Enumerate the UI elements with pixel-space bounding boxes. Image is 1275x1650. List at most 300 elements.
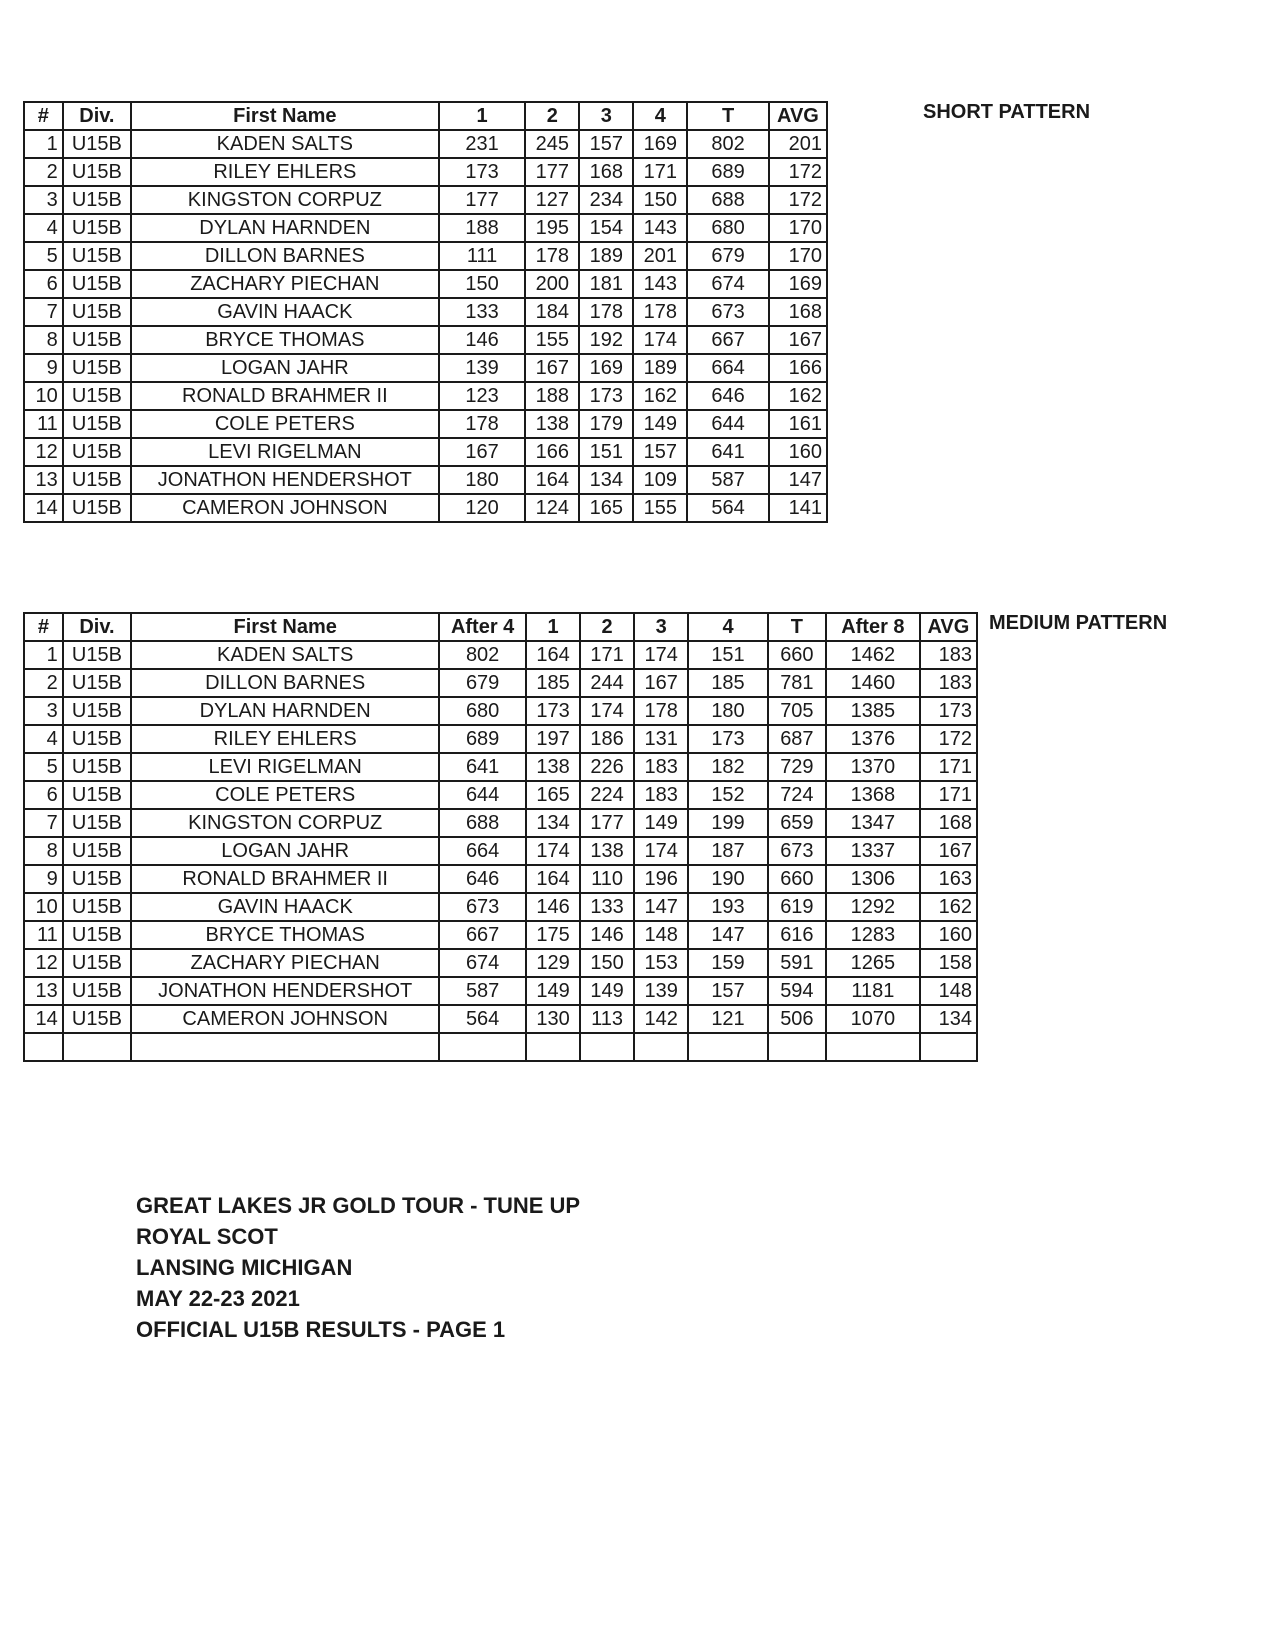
table-row	[24, 893, 977, 921]
name-cell: DYLAN HARNDEN	[131, 697, 439, 725]
rank-cell: 5	[24, 753, 63, 781]
score-cell: 110	[580, 865, 634, 893]
column-header: Div.	[63, 613, 131, 641]
score-cell: 674	[687, 270, 769, 298]
division-cell: U15B	[63, 494, 131, 522]
division-cell: U15B	[63, 781, 131, 809]
score-cell: 646	[439, 865, 526, 893]
division-cell: U15B	[63, 130, 131, 158]
rank-cell: 6	[24, 270, 63, 298]
header-row	[24, 613, 977, 641]
name-cell: BRYCE THOMAS	[131, 921, 439, 949]
score-cell: 138	[526, 753, 580, 781]
division-cell	[63, 1033, 131, 1061]
score-cell: 186	[580, 725, 634, 753]
score-cell: 1181	[826, 977, 920, 1005]
division-cell: U15B	[63, 270, 131, 298]
score-cell: 664	[687, 354, 769, 382]
rank-cell: 2	[24, 158, 63, 186]
division-cell: U15B	[63, 753, 131, 781]
rank-cell: 14	[24, 1005, 63, 1033]
name-cell: DILLON BARNES	[131, 242, 439, 270]
medium-pattern-table	[23, 612, 978, 1062]
column-header: First Name	[131, 102, 439, 130]
score-cell: 660	[768, 641, 826, 669]
score-cell: 127	[525, 186, 579, 214]
score-cell: 178	[634, 697, 688, 725]
score-cell: 148	[920, 977, 977, 1005]
rank-cell: 13	[24, 466, 63, 494]
score-cell: 167	[769, 326, 827, 354]
rank-cell: 12	[24, 438, 63, 466]
score-cell: 150	[439, 270, 526, 298]
score-cell: 184	[525, 298, 579, 326]
score-cell: 160	[769, 438, 827, 466]
score-cell: 587	[687, 466, 769, 494]
score-cell: 155	[633, 494, 687, 522]
name-cell: COLE PETERS	[131, 410, 439, 438]
score-cell: 160	[920, 921, 977, 949]
rank-cell: 13	[24, 977, 63, 1005]
rank-cell: 3	[24, 697, 63, 725]
table-row	[24, 837, 977, 865]
score-cell: 1385	[826, 697, 920, 725]
column-header: AVG	[920, 613, 977, 641]
score-cell: 143	[633, 214, 687, 242]
table-row	[24, 494, 827, 522]
score-cell: 168	[920, 809, 977, 837]
score-cell: 149	[526, 977, 580, 1005]
column-header: 3	[579, 102, 633, 130]
score-cell: 724	[768, 781, 826, 809]
score-cell: 138	[580, 837, 634, 865]
event-location: LANSING MICHIGAN	[136, 1255, 353, 1280]
division-cell: U15B	[63, 921, 131, 949]
score-cell	[688, 1033, 768, 1061]
division-cell: U15B	[63, 641, 131, 669]
score-cell: 644	[687, 410, 769, 438]
score-cell: 185	[526, 669, 580, 697]
column-header: After 4	[439, 613, 526, 641]
table-row	[24, 410, 827, 438]
score-cell: 164	[526, 641, 580, 669]
short-pattern-header	[24, 102, 827, 130]
division-cell: U15B	[63, 837, 131, 865]
table-row	[24, 669, 977, 697]
column-header: #	[24, 613, 63, 641]
score-cell: 1292	[826, 893, 920, 921]
name-cell	[131, 1033, 439, 1061]
score-cell: 111	[439, 242, 526, 270]
results-page-label: OFFICIAL U15B RESULTS - PAGE 1	[136, 1317, 506, 1342]
division-cell: U15B	[63, 298, 131, 326]
score-cell: 587	[439, 977, 526, 1005]
score-cell: 173	[688, 725, 768, 753]
table-row	[24, 809, 977, 837]
table-row	[24, 949, 977, 977]
table-row	[24, 158, 827, 186]
score-cell: 162	[769, 382, 827, 410]
score-cell: 155	[525, 326, 579, 354]
score-cell: 168	[579, 158, 633, 186]
score-cell: 183	[634, 753, 688, 781]
score-cell: 121	[688, 1005, 768, 1033]
score-cell: 148	[634, 921, 688, 949]
score-cell: 167	[920, 837, 977, 865]
score-cell: 197	[526, 725, 580, 753]
name-cell: LEVI RIGELMAN	[131, 753, 439, 781]
rank-cell: 9	[24, 354, 63, 382]
score-cell: 180	[688, 697, 768, 725]
name-cell: KADEN SALTS	[131, 130, 439, 158]
score-cell: 174	[580, 697, 634, 725]
score-cell: 141	[769, 494, 827, 522]
score-cell: 660	[768, 865, 826, 893]
score-cell: 1347	[826, 809, 920, 837]
score-cell: 171	[580, 641, 634, 669]
table-row	[24, 298, 827, 326]
score-cell: 641	[687, 438, 769, 466]
table-row	[24, 921, 977, 949]
score-cell: 196	[634, 865, 688, 893]
name-cell: GAVIN HAACK	[131, 298, 439, 326]
score-cell: 231	[439, 130, 526, 158]
score-cell: 185	[688, 669, 768, 697]
score-cell: 153	[634, 949, 688, 977]
score-cell: 171	[920, 781, 977, 809]
rank-cell: 11	[24, 921, 63, 949]
score-cell: 154	[579, 214, 633, 242]
score-cell: 150	[580, 949, 634, 977]
division-cell: U15B	[63, 697, 131, 725]
division-cell: U15B	[63, 214, 131, 242]
name-cell: RONALD BRAHMER II	[131, 865, 439, 893]
score-cell: 162	[920, 893, 977, 921]
table-row	[24, 270, 827, 298]
score-cell: 174	[633, 326, 687, 354]
score-cell: 147	[769, 466, 827, 494]
score-cell: 158	[920, 949, 977, 977]
score-cell: 680	[439, 697, 526, 725]
table-row	[24, 697, 977, 725]
score-cell: 195	[525, 214, 579, 242]
medium-pattern-label: MEDIUM PATTERN	[989, 612, 1168, 634]
division-cell: U15B	[63, 326, 131, 354]
name-cell: RILEY EHLERS	[131, 158, 439, 186]
score-cell: 187	[688, 837, 768, 865]
column-header: First Name	[131, 613, 439, 641]
score-cell: 659	[768, 809, 826, 837]
score-cell: 130	[526, 1005, 580, 1033]
score-cell: 142	[634, 1005, 688, 1033]
medium-pattern-body	[24, 641, 977, 1061]
score-cell: 619	[768, 893, 826, 921]
score-cell: 1462	[826, 641, 920, 669]
score-cell: 181	[579, 270, 633, 298]
rank-cell: 1	[24, 641, 63, 669]
score-cell: 170	[769, 242, 827, 270]
score-cell: 149	[633, 410, 687, 438]
score-cell: 594	[768, 977, 826, 1005]
score-cell: 173	[526, 697, 580, 725]
score-cell: 244	[580, 669, 634, 697]
score-cell: 189	[579, 242, 633, 270]
score-cell: 200	[525, 270, 579, 298]
division-cell: U15B	[63, 865, 131, 893]
score-cell: 183	[920, 641, 977, 669]
score-cell: 591	[768, 949, 826, 977]
name-cell: DYLAN HARNDEN	[131, 214, 439, 242]
score-cell: 146	[439, 326, 526, 354]
score-cell: 172	[920, 725, 977, 753]
score-cell: 1337	[826, 837, 920, 865]
score-cell: 172	[769, 186, 827, 214]
rank-cell: 12	[24, 949, 63, 977]
score-cell: 174	[526, 837, 580, 865]
score-cell: 189	[633, 354, 687, 382]
score-cell: 674	[439, 949, 526, 977]
table-row	[24, 438, 827, 466]
column-header: 4	[688, 613, 768, 641]
column-header: 1	[526, 613, 580, 641]
division-cell: U15B	[63, 669, 131, 697]
rank-cell	[24, 1033, 63, 1061]
score-cell	[768, 1033, 826, 1061]
score-cell: 172	[769, 158, 827, 186]
column-header: T	[687, 102, 769, 130]
score-cell: 183	[634, 781, 688, 809]
score-cell: 1376	[826, 725, 920, 753]
score-cell: 641	[439, 753, 526, 781]
table-row	[24, 1005, 977, 1033]
rank-cell: 2	[24, 669, 63, 697]
score-cell: 1283	[826, 921, 920, 949]
rank-cell: 4	[24, 214, 63, 242]
table-row	[24, 1033, 977, 1061]
score-cell: 123	[439, 382, 526, 410]
score-cell: 133	[439, 298, 526, 326]
score-cell: 667	[439, 921, 526, 949]
column-header: 1	[439, 102, 526, 130]
score-cell: 177	[525, 158, 579, 186]
score-cell: 688	[687, 186, 769, 214]
score-cell: 174	[634, 641, 688, 669]
score-cell: 151	[579, 438, 633, 466]
score-cell: 673	[687, 298, 769, 326]
score-cell: 131	[634, 725, 688, 753]
score-cell: 169	[633, 130, 687, 158]
score-cell: 673	[768, 837, 826, 865]
name-cell: ZACHARY PIECHAN	[131, 270, 439, 298]
name-cell: ZACHARY PIECHAN	[131, 949, 439, 977]
division-cell: U15B	[63, 438, 131, 466]
score-cell: 167	[439, 438, 526, 466]
name-cell: GAVIN HAACK	[131, 893, 439, 921]
rank-cell: 3	[24, 186, 63, 214]
score-cell: 1370	[826, 753, 920, 781]
table-row	[24, 977, 977, 1005]
score-cell: 201	[769, 130, 827, 158]
score-cell: 150	[633, 186, 687, 214]
score-cell: 1460	[826, 669, 920, 697]
score-cell: 173	[920, 697, 977, 725]
column-header: 2	[580, 613, 634, 641]
score-cell: 146	[526, 893, 580, 921]
rank-cell: 4	[24, 725, 63, 753]
score-cell: 157	[633, 438, 687, 466]
score-cell: 1306	[826, 865, 920, 893]
division-cell: U15B	[63, 725, 131, 753]
name-cell: BRYCE THOMAS	[131, 326, 439, 354]
score-cell: 139	[634, 977, 688, 1005]
medium-pattern-header	[24, 613, 977, 641]
score-cell: 193	[688, 893, 768, 921]
score-cell	[580, 1033, 634, 1061]
division-cell: U15B	[63, 466, 131, 494]
score-cell: 162	[633, 382, 687, 410]
score-cell: 149	[580, 977, 634, 1005]
score-cell: 161	[769, 410, 827, 438]
rank-cell: 5	[24, 242, 63, 270]
score-cell: 646	[687, 382, 769, 410]
table-row	[24, 865, 977, 893]
rank-cell: 14	[24, 494, 63, 522]
score-cell: 178	[579, 298, 633, 326]
table-row	[24, 781, 977, 809]
score-cell: 190	[688, 865, 768, 893]
name-cell: LOGAN JAHR	[131, 354, 439, 382]
table-row	[24, 382, 827, 410]
score-cell: 170	[769, 214, 827, 242]
score-cell: 1368	[826, 781, 920, 809]
column-header: After 8	[826, 613, 920, 641]
score-cell: 180	[439, 466, 526, 494]
score-cell: 506	[768, 1005, 826, 1033]
column-header: #	[24, 102, 63, 130]
name-cell: KINGSTON CORPUZ	[131, 186, 439, 214]
score-cell: 169	[579, 354, 633, 382]
rank-cell: 6	[24, 781, 63, 809]
score-cell: 134	[920, 1005, 977, 1033]
score-cell: 177	[439, 186, 526, 214]
score-cell: 781	[768, 669, 826, 697]
score-cell: 173	[579, 382, 633, 410]
column-header: AVG	[769, 102, 827, 130]
table-row	[24, 326, 827, 354]
score-cell: 124	[525, 494, 579, 522]
score-cell: 664	[439, 837, 526, 865]
score-cell: 164	[525, 466, 579, 494]
score-cell: 173	[439, 158, 526, 186]
score-cell: 157	[688, 977, 768, 1005]
rank-cell: 11	[24, 410, 63, 438]
score-cell: 644	[439, 781, 526, 809]
score-cell: 174	[634, 837, 688, 865]
score-cell: 147	[634, 893, 688, 921]
score-cell: 143	[633, 270, 687, 298]
table-row	[24, 242, 827, 270]
score-cell	[826, 1033, 920, 1061]
rank-cell: 7	[24, 298, 63, 326]
division-cell: U15B	[63, 977, 131, 1005]
short-pattern-table	[23, 101, 828, 523]
score-cell: 138	[525, 410, 579, 438]
name-cell: LEVI RIGELMAN	[131, 438, 439, 466]
score-cell: 133	[580, 893, 634, 921]
column-header: 2	[525, 102, 579, 130]
rank-cell: 7	[24, 809, 63, 837]
score-cell: 169	[769, 270, 827, 298]
division-cell: U15B	[63, 354, 131, 382]
score-cell: 182	[688, 753, 768, 781]
table-row	[24, 130, 827, 158]
table-row	[24, 725, 977, 753]
event-date: MAY 22-23 2021	[136, 1286, 300, 1311]
score-cell: 164	[526, 865, 580, 893]
score-cell: 188	[525, 382, 579, 410]
table-row	[24, 466, 827, 494]
score-cell: 163	[920, 865, 977, 893]
division-cell: U15B	[63, 382, 131, 410]
name-cell: KADEN SALTS	[131, 641, 439, 669]
score-cell: 802	[439, 641, 526, 669]
column-header: Div.	[63, 102, 131, 130]
score-cell: 178	[439, 410, 526, 438]
score-cell: 166	[769, 354, 827, 382]
score-cell: 151	[688, 641, 768, 669]
score-cell: 147	[688, 921, 768, 949]
score-cell: 564	[439, 1005, 526, 1033]
score-cell	[920, 1033, 977, 1061]
division-cell: U15B	[63, 1005, 131, 1033]
name-cell: COLE PETERS	[131, 781, 439, 809]
division-cell: U15B	[63, 809, 131, 837]
short-pattern-body	[24, 130, 827, 522]
column-header: T	[768, 613, 826, 641]
score-cell: 667	[687, 326, 769, 354]
score-cell: 705	[768, 697, 826, 725]
score-cell: 687	[768, 725, 826, 753]
event-title: GREAT LAKES JR GOLD TOUR - TUNE UP	[136, 1193, 581, 1218]
score-cell: 673	[439, 893, 526, 921]
score-cell: 152	[688, 781, 768, 809]
rank-cell: 1	[24, 130, 63, 158]
score-cell: 159	[688, 949, 768, 977]
score-cell: 167	[525, 354, 579, 382]
score-cell: 178	[525, 242, 579, 270]
short-pattern-label: SHORT PATTERN	[923, 101, 1091, 123]
score-cell: 109	[633, 466, 687, 494]
score-cell: 1265	[826, 949, 920, 977]
score-cell: 689	[687, 158, 769, 186]
name-cell: CAMERON JOHNSON	[131, 1005, 439, 1033]
score-cell: 171	[920, 753, 977, 781]
score-cell: 167	[634, 669, 688, 697]
score-cell: 226	[580, 753, 634, 781]
event-venue: ROYAL SCOT	[136, 1224, 278, 1249]
table-row	[24, 354, 827, 382]
score-cell: 165	[579, 494, 633, 522]
score-cell: 234	[579, 186, 633, 214]
rank-cell: 8	[24, 326, 63, 354]
name-cell: KINGSTON CORPUZ	[131, 809, 439, 837]
score-cell: 179	[579, 410, 633, 438]
score-cell: 129	[526, 949, 580, 977]
column-header: 3	[634, 613, 688, 641]
name-cell: JONATHON HENDERSHOT	[131, 977, 439, 1005]
score-cell: 171	[633, 158, 687, 186]
score-cell: 689	[439, 725, 526, 753]
